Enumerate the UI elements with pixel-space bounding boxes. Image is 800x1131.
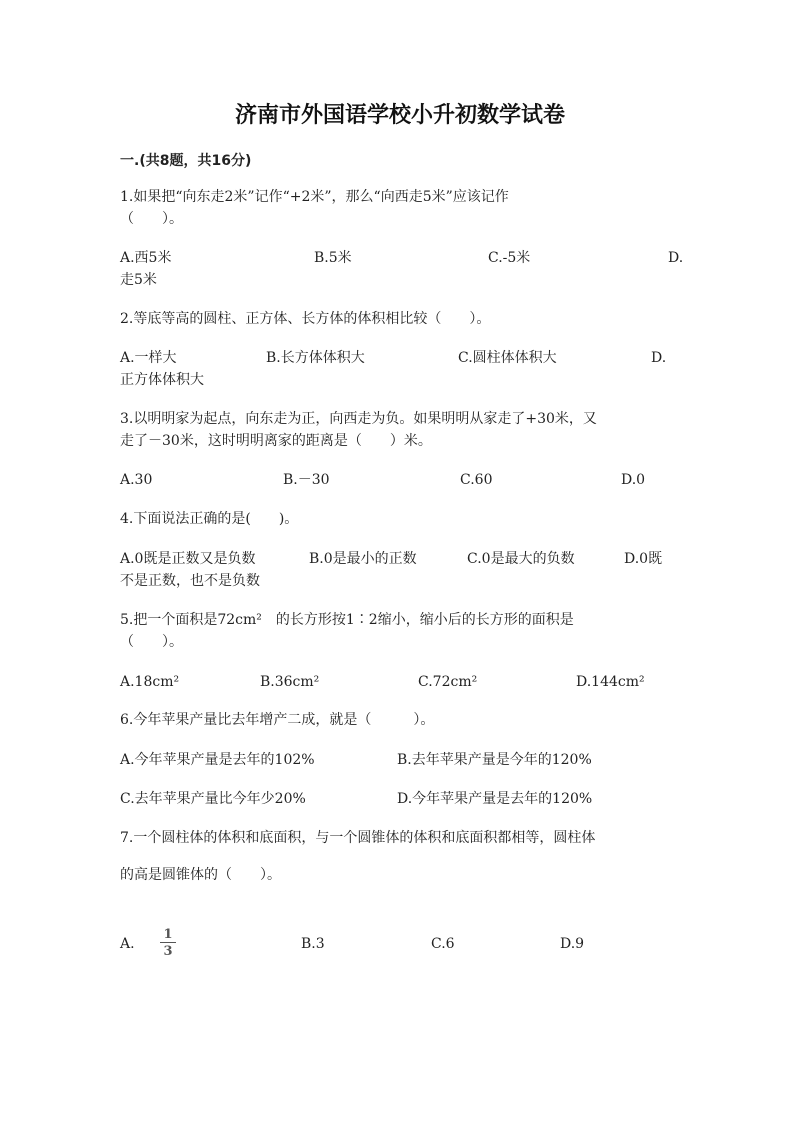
question-2-option-b: B.长方体体积大 [266, 350, 365, 366]
question-2-stem: 2.等底等高的圆柱、正方体、长方体的体积相比较（ ）。 [120, 311, 491, 327]
fraction-bar [160, 942, 176, 943]
question-7-option-a-fraction [160, 928, 176, 958]
question-4-option-d: D.0既 [624, 551, 663, 567]
question-3-option-b: B.－30 [283, 472, 330, 488]
question-5-stem-line-2: （ ）。 [120, 634, 183, 650]
question-5-option-c: C.72cm² [418, 674, 478, 690]
question-6-stem: 6.今年苹果产量比去年增产二成，就是（ ）。 [120, 712, 435, 728]
fraction-denominator: 3 [163, 944, 173, 959]
question-7-option-a: A. [120, 936, 135, 952]
question-3-stem-line-2: 走了－30米，这时明明离家的距离是（ ）米。 [120, 433, 432, 449]
fraction-numerator: 1 [163, 927, 173, 942]
question-1-option-a: A.西5米 [120, 250, 172, 266]
question-2-option-d: D. [651, 350, 667, 366]
question-3-stem-line-1: 3.以明明家为起点，向东走为正，向西走为负。如果明明从家走了+30米，又 [120, 411, 597, 427]
question-4-option-d-continued: 不是正数，也不是负数 [120, 573, 260, 589]
question-5-stem-line-1: 5.把一个面积是72cm² 的长方形按1∶2缩小，缩小后的长方形的面积是 [120, 612, 574, 628]
question-2-option-c: C.圆柱体体积大 [458, 350, 557, 366]
section-heading: 一.(共8题，共16分) [120, 153, 252, 169]
question-6-option-a: A.今年苹果产量是去年的102% [120, 752, 315, 768]
question-4-option-b: B.0是最小的正数 [309, 551, 417, 567]
question-1-stem-line-2: （ ）。 [120, 211, 183, 227]
question-1-option-b: B.5米 [314, 250, 352, 266]
question-2-option-d-continued: 正方体体积大 [120, 372, 204, 388]
question-3-option-c: C.60 [460, 472, 493, 488]
question-7-option-c: C.6 [431, 936, 455, 952]
question-6-option-c: C.去年苹果产量比今年少20% [120, 791, 306, 807]
question-2-option-a: A.一样大 [120, 350, 177, 366]
question-1-option-c: C.-5米 [488, 250, 531, 266]
question-4-option-c: C.0是最大的负数 [467, 551, 575, 567]
question-6-option-b: B.去年苹果产量是今年的120% [397, 752, 592, 768]
question-3-option-a: A.30 [120, 472, 153, 488]
question-4-stem: 4.下面说法正确的是( )。 [120, 511, 299, 527]
question-5-option-a: A.18cm² [120, 674, 180, 690]
question-1-option-d-continued: 走5米 [120, 272, 157, 288]
question-7-option-b: B.3 [301, 936, 325, 952]
question-1-stem-line-1: 1.如果把“向东走2米”记作“+2米”，那么“向西走5米”应该记作 [120, 189, 509, 205]
question-7-option-d: D.9 [560, 936, 585, 952]
question-7-stem-line-2: 的高是圆锥体的（ ）。 [120, 867, 281, 883]
question-6-option-d: D.今年苹果产量是去年的120% [397, 791, 593, 807]
question-7-stem-line-1: 7.一个圆柱体的体积和底面积，与一个圆锥体的体积和底面积都相等，圆柱体 [120, 830, 596, 846]
question-1-option-d: D. [668, 250, 684, 266]
page-title: 济南市外国语学校小升初数学试卷 [234, 103, 565, 128]
question-3-option-d: D.0 [621, 472, 646, 488]
question-5-option-b: B.36cm² [260, 674, 320, 690]
question-5-option-d: D.144cm² [576, 674, 645, 690]
question-4-option-a: A.0既是正数又是负数 [120, 551, 256, 567]
